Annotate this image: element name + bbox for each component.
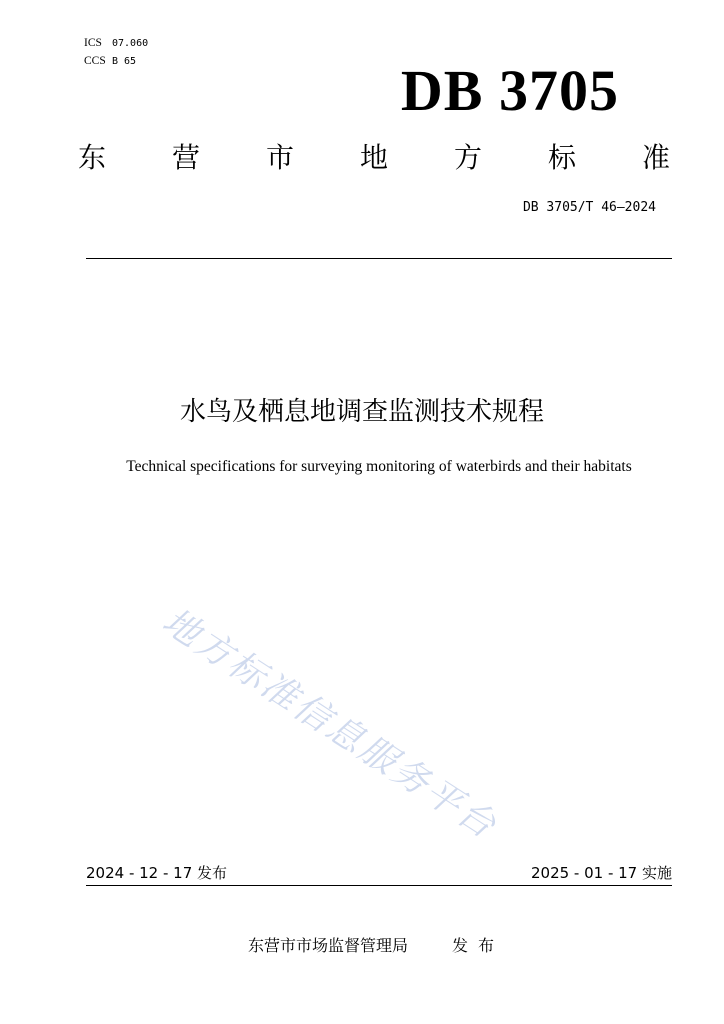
standard-type-char: 东	[77, 141, 106, 174]
standard-code-large: DB 3705	[400, 58, 619, 123]
watermark: 地方标准信息服务平台	[155, 600, 505, 848]
issue-date: 2024 - 12 - 17 发布	[86, 864, 228, 882]
standard-type-char: 地	[359, 141, 388, 174]
top-divider	[86, 258, 672, 259]
ics-value: 07.060	[112, 38, 149, 49]
standard-type-char: 准	[641, 141, 670, 174]
title-english: Technical specifications for surveying monitoring of waterbirds and their habitats	[126, 458, 632, 475]
standard-type-char: 方	[453, 141, 482, 174]
publish-label: 发布	[452, 936, 505, 955]
ics-label: ICS	[84, 37, 102, 49]
standard-type-char: 营	[171, 141, 200, 174]
ccs-row	[84, 54, 136, 69]
standard-type-char: 标	[547, 141, 576, 174]
standard-number: DB 3705/T 46—2024	[522, 200, 656, 215]
publisher: 东营市市场监督管理局	[248, 936, 409, 955]
implementation-date: 2025 - 01 - 17 实施	[530, 864, 672, 882]
title-chinese: 水鸟及栖息地调查监测技术规程	[179, 397, 544, 427]
ccs-label: CCS	[84, 55, 106, 67]
bottom-divider	[86, 885, 672, 886]
standard-type	[72, 138, 676, 178]
ics-row	[84, 36, 148, 51]
ccs-value: B 65	[112, 56, 137, 67]
standard-type-char: 市	[265, 141, 294, 174]
